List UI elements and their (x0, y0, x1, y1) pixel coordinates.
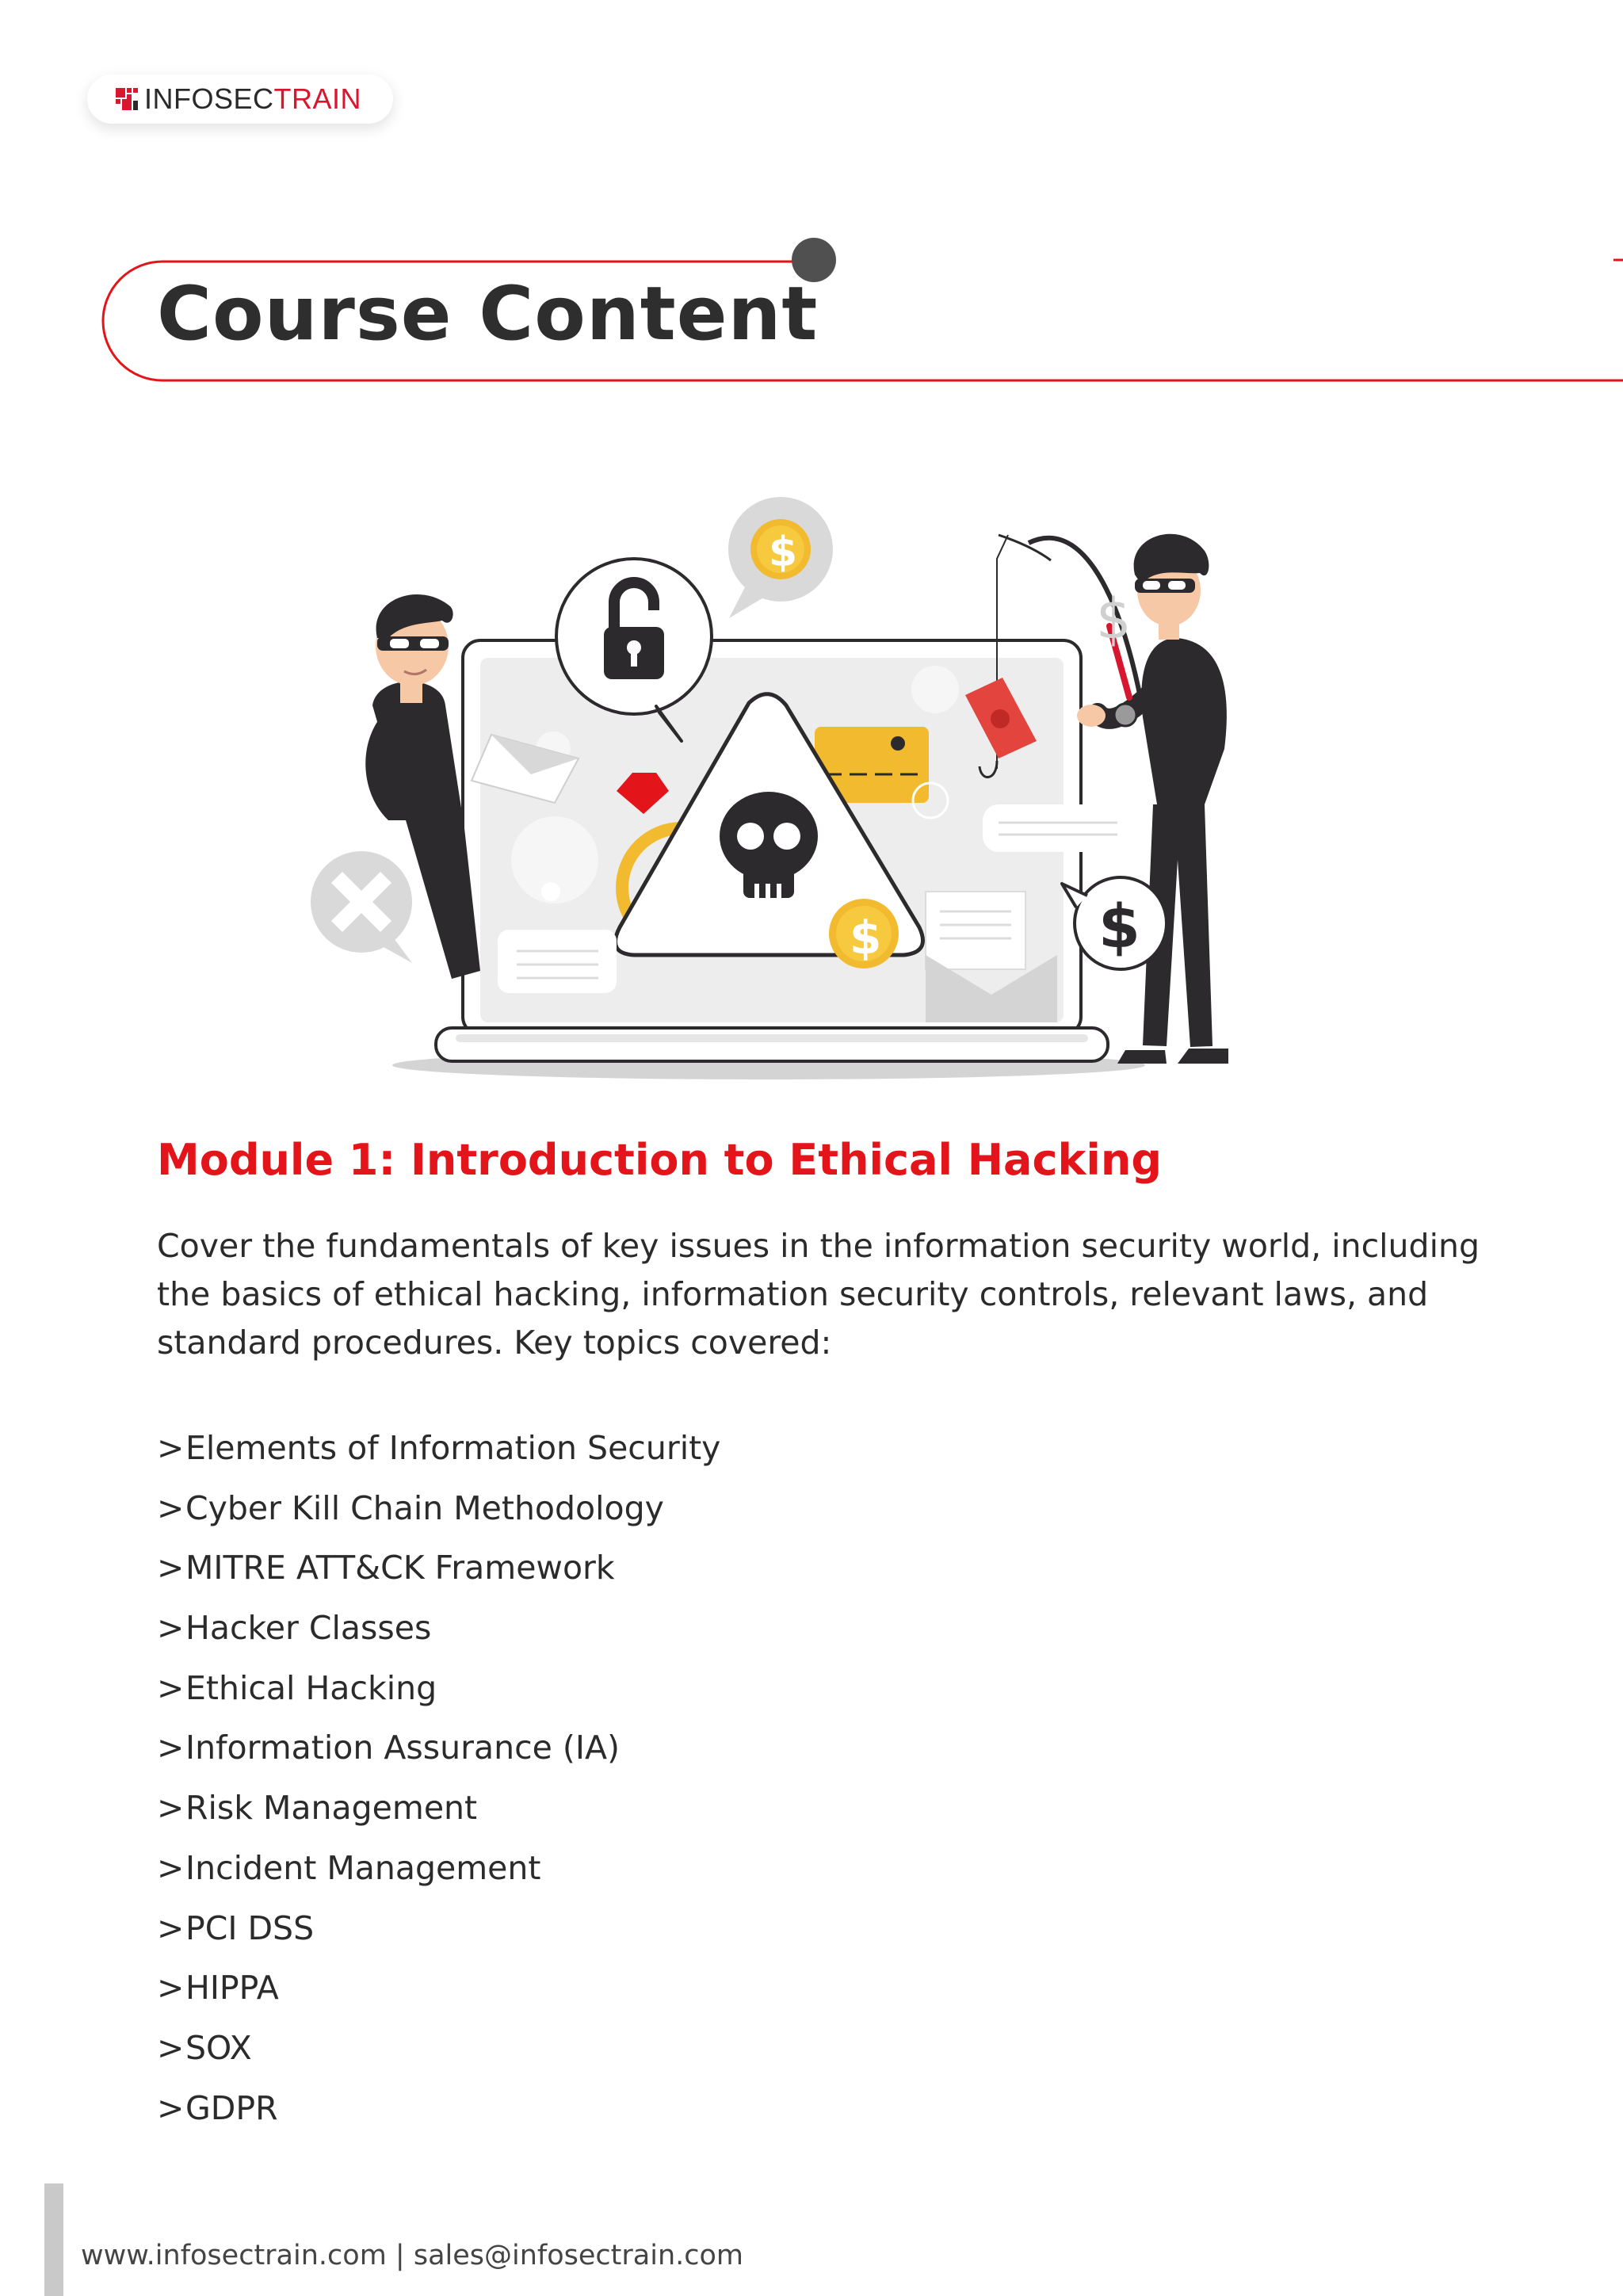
svg-text:$: $ (850, 911, 882, 965)
module-description: Cover the fundamentals of key issues in the information security world, including the basics of ethical hacking, information security controls, relevant laws, and standard procedures. Key topics covered: (157, 1227, 1480, 1362)
topic-label: Ethical Hacking (185, 1668, 437, 1707)
list-item (157, 1963, 720, 2023)
page-title: Course Content (157, 271, 819, 357)
list-item (157, 1843, 720, 1904)
logo-train-text: TRAIN (273, 82, 362, 115)
list-item (157, 1904, 720, 1964)
module-title: Module 1: Introduction to Ethical Hacking (157, 1135, 1162, 1185)
list-item (157, 1783, 720, 1843)
logo-wordmark (144, 82, 362, 115)
list-item (157, 2084, 720, 2144)
topic-label: GDPR (185, 2088, 278, 2127)
logo-pill (87, 74, 393, 124)
bullet-arrow-icon: > (157, 1549, 185, 1587)
bullet-arrow-icon: > (157, 1789, 185, 1828)
topic-label: Hacker Classes (185, 1609, 432, 1648)
svg-text:$: $ (769, 529, 798, 576)
list-item (157, 1543, 720, 1603)
infosectrain-logo-icon (116, 88, 138, 110)
hacking-illustration (301, 487, 1339, 1086)
bullet-arrow-icon: > (157, 1969, 185, 2008)
bullet-arrow-icon: > (157, 1429, 185, 1467)
list-item (157, 1423, 720, 1484)
topic-label: Information Assurance (IA) (185, 1729, 621, 1767)
topic-label: PCI DSS (185, 1908, 315, 1947)
list-item (157, 1603, 720, 1664)
list-item (157, 1484, 720, 1544)
list-item (157, 1723, 720, 1783)
topic-label: HIPPA (185, 1969, 279, 2008)
close-x-icon (311, 851, 412, 963)
bullet-arrow-icon: > (157, 1668, 185, 1707)
bullet-arrow-icon: > (157, 2088, 185, 2127)
bullet-arrow-icon: > (157, 1729, 185, 1767)
topic-list (157, 1423, 720, 2143)
bullet-arrow-icon: > (157, 1848, 185, 1887)
list-item (157, 2023, 720, 2084)
svg-text:$: $ (1098, 891, 1140, 961)
topic-label: SOX (185, 2028, 252, 2067)
topic-label: Elements of Information Security (185, 1429, 721, 1467)
topic-label: Cyber Kill Chain Methodology (185, 1488, 664, 1527)
bullet-arrow-icon: > (157, 1488, 185, 1527)
footer-accent-bar (44, 2183, 63, 2296)
logo-info-text: INFOSEC (144, 82, 274, 115)
footer-contact[interactable]: www.infosectrain.com | sales@infosectrain.com (81, 2240, 744, 2271)
list-item (157, 1664, 720, 1724)
topic-label: Incident Management (185, 1848, 541, 1887)
bullet-arrow-icon: > (157, 2028, 185, 2067)
bullet-arrow-icon: > (157, 1908, 185, 1947)
bullet-arrow-icon: > (157, 1609, 185, 1648)
dollar-coin-icon (829, 899, 899, 968)
svg-text:$: $ (1096, 586, 1132, 651)
topic-label: MITRE ATT&CK Framework (185, 1549, 615, 1587)
topic-label: Risk Management (185, 1789, 478, 1828)
dollar-coin-icon (728, 497, 833, 618)
